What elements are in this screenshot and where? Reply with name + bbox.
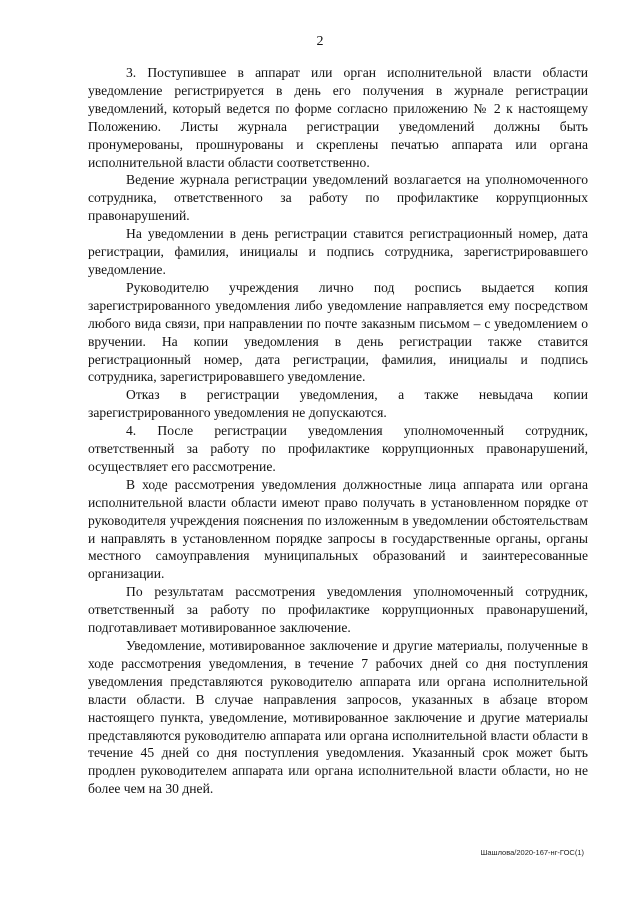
paragraph-registration: 3. Поступившее в аппарат или орган исполнительной власти области уведомление регистрируется в день его получения в журнале регистрации уведомлений, который ведется по форме согласно приложению № 2 к настоящему Положению. Листы журнала регистрации уведомлений должны быть пронумерованы, прошнурованы и скреплены печатью аппарата или органа исполнительной власти области соответственно. <box>88 65 588 170</box>
page-number: 2 <box>316 34 324 49</box>
document-body <box>88 64 588 798</box>
paragraph-refusal-prohibited: Отказ в регистрации уведомления, а также невыдача копии зарегистрированного уведомления не допускаются. <box>88 387 588 421</box>
paragraph-explanations-requests: В ходе рассмотрения уведомления должностные лица аппарата или органа исполнительной власти области имеют право получать в установленном порядке от руководителя учреждения пояснения по изложенным в уведомлении обстоятельствам и направлять в установленном порядке запросы в государственные органы, органы местного самоуправления муниципальных образований и заинтересованные организации. <box>88 476 588 582</box>
paragraph-registration-number: На уведомлении в день регистрации ставится регистрационный номер, дата регистрации, фамилия, инициалы и подпись сотрудника, зарегистрировавшего уведомление. <box>88 226 588 277</box>
paragraph-reasoned-conclusion: По результатам рассмотрения уведомления уполномоченный сотрудник, ответственный за работу по профилактике коррупционных правонарушений, подготавливает мотивированное заключение. <box>88 584 588 636</box>
document-code-footer: Шашлова/2020-167-нг-ГОС(1) <box>480 848 584 857</box>
paragraph-submission-deadlines: Уведомление, мотивированное заключение и другие материалы, полученные в ходе рассмотрения уведомления, в течение 7 рабочих дней со дня поступления уведомления представляются руководителю аппарата или органа исполнительной власти области. В случае направления запросов, указанных в абзаце втором настоящего пункта, уведомление, мотивированное заключение и другие материалы представляются руководителю аппарата или органа исполнительной власти области в течение 45 дней со дня поступления уведомления. Указанный срок может быть продлен руководителем аппарата или органа исполнительной власти области, но не более чем на 30 дней. <box>88 638 588 797</box>
paragraph-copy-issuance: Руководителю учреждения лично под роспись выдается копия зарегистрированного уведомления либо уведомление направляется ему посредством любого вида связи, при направлении по почте заказным письмом – с уведомлением о вручении. На копии уведомления в день регистрации также ставится регистрационный номер, дата регистрации, фамилия, инициалы и подпись сотрудника, зарегистрировавшего уведомление. <box>88 279 588 385</box>
paragraph-consideration: 4. После регистрации уведомления уполномоченный сотрудник, ответственный за работу по профилактике коррупционных правонарушений, осуществляет его рассмотрение. <box>88 423 588 474</box>
paragraph-journal-keeping: Ведение журнала регистрации уведомлений возлагается на уполномоченного сотрудника, ответственного за работу по профилактике коррупционных правонарушений. <box>88 172 588 224</box>
